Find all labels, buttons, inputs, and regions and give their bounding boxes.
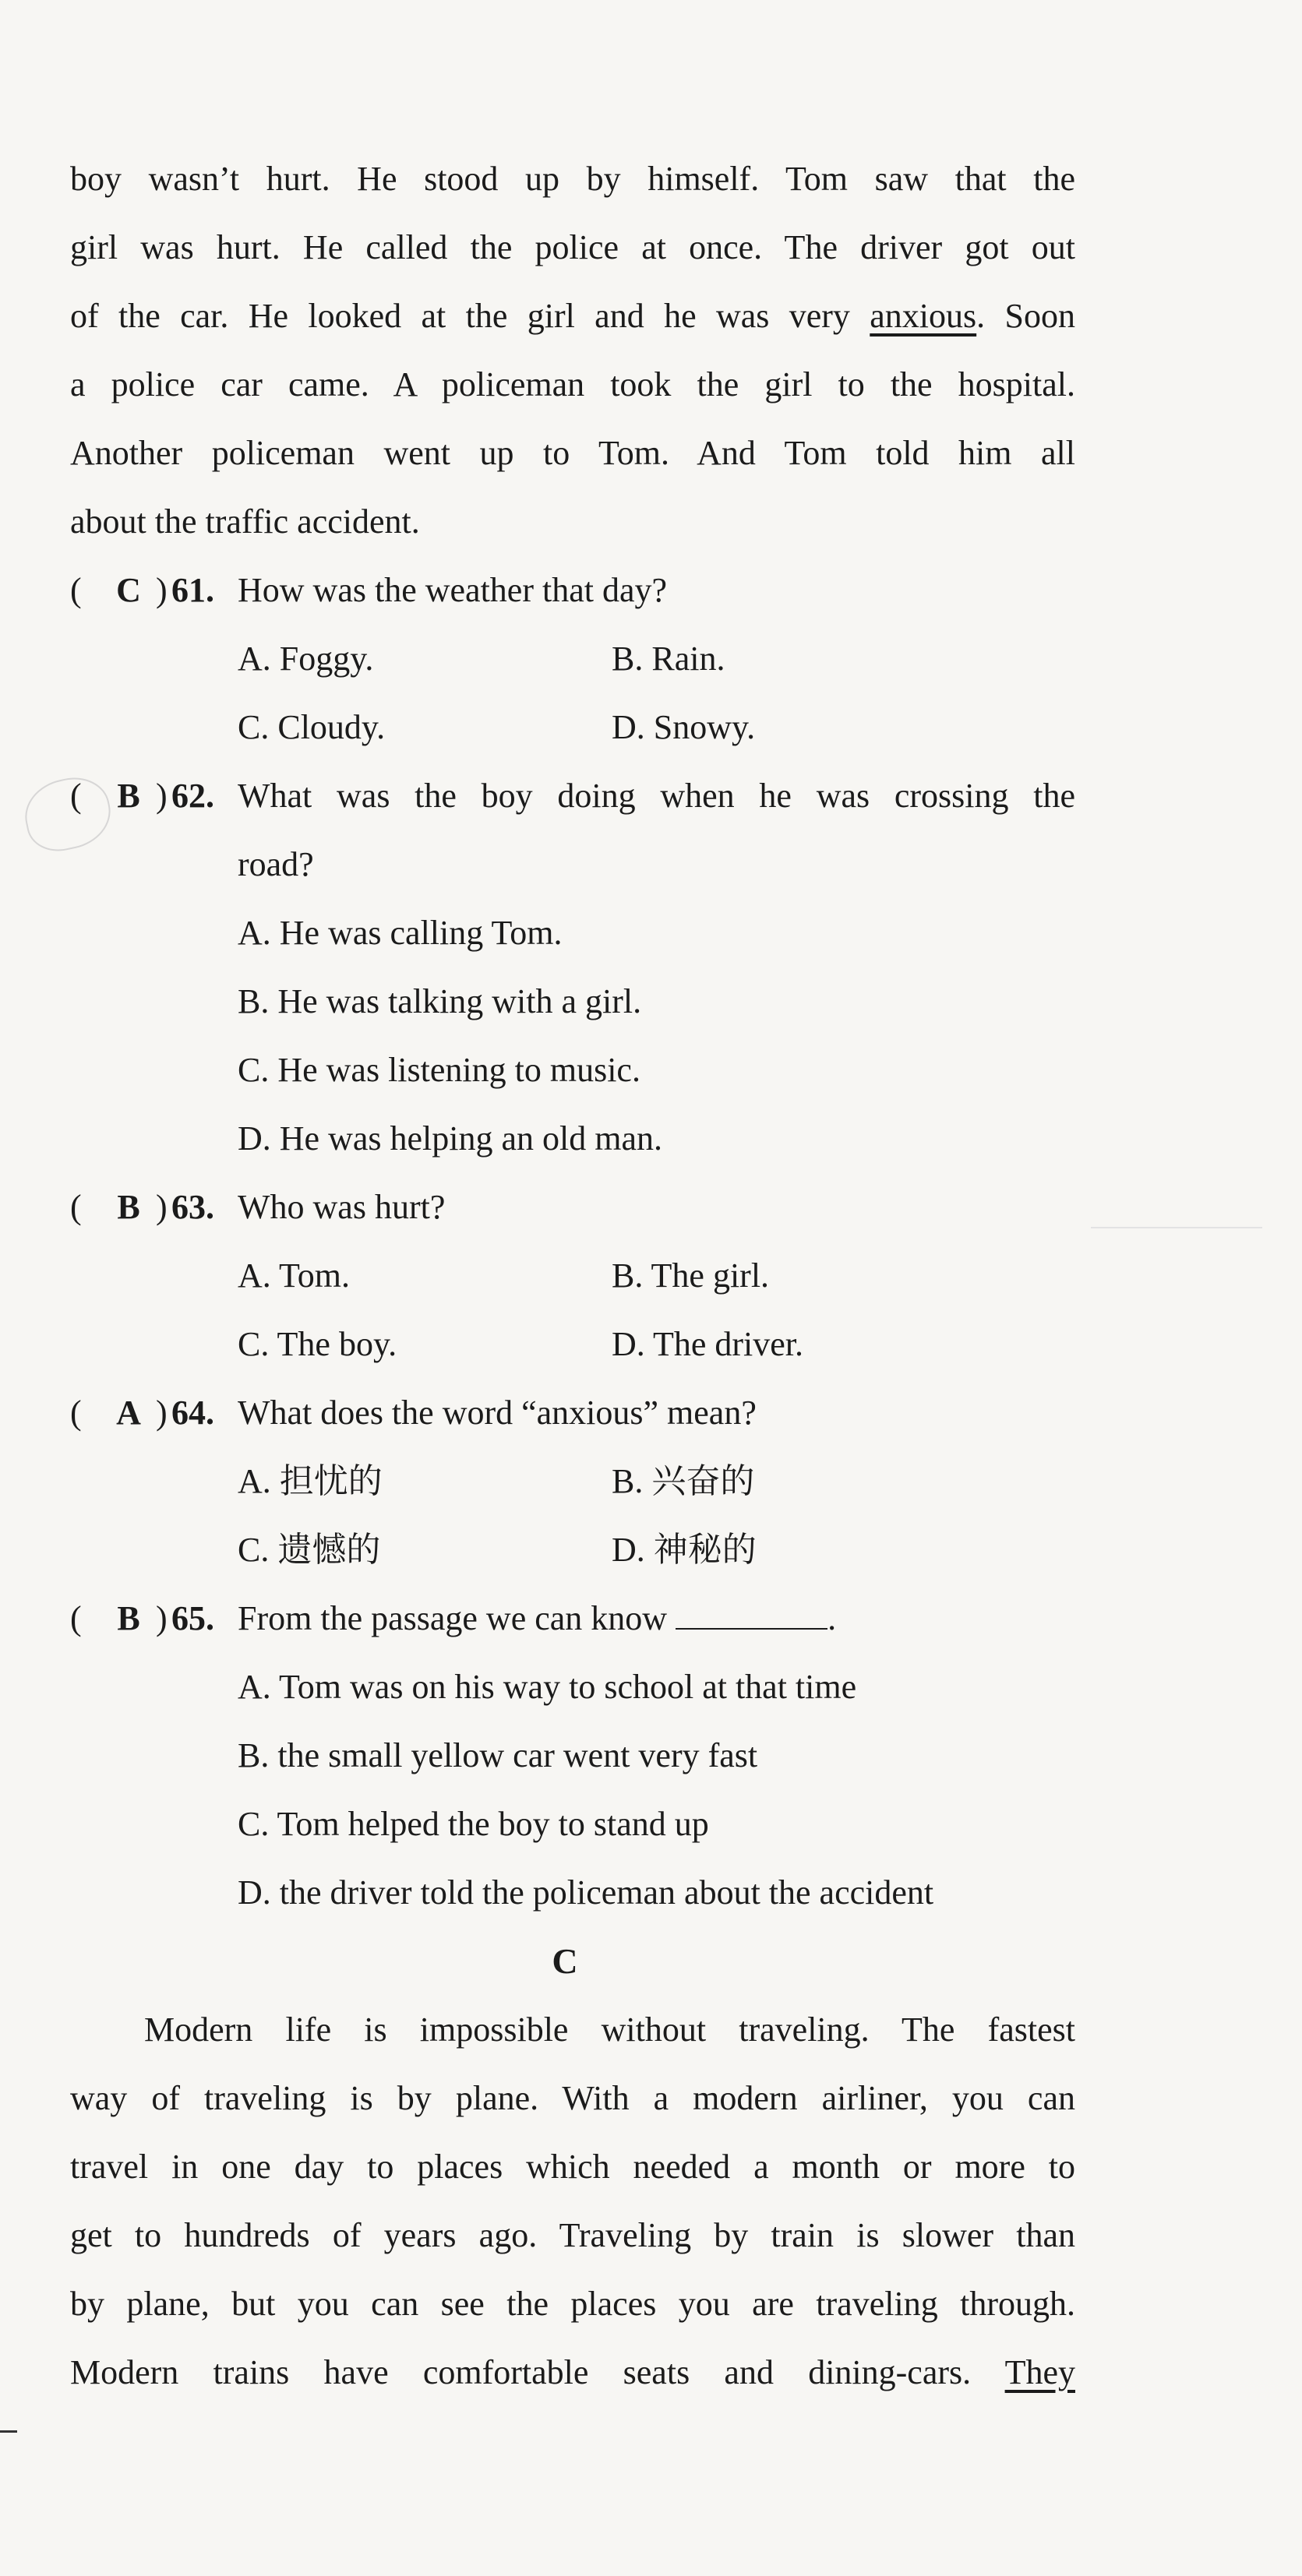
close-paren: ) xyxy=(156,1188,168,1226)
question-number: 62. xyxy=(171,777,214,815)
option-b: B. Rain. xyxy=(612,640,725,678)
option-a: A. Tom was on his way to school at that time xyxy=(238,1668,857,1706)
open-paren: ( xyxy=(70,1394,82,1432)
passage-text: Modern trains have comfortable seats and dining-cars. xyxy=(70,2353,1005,2391)
option-c: C. The boy. xyxy=(238,1325,397,1363)
option-b: B. the small yellow car went very fast xyxy=(238,1736,758,1774)
question-text: Who was hurt? xyxy=(238,1188,446,1226)
passage-line: boy wasn’t hurt. He stood up by himself. Tom saw that the xyxy=(70,160,1075,198)
option-b: B. He was talking with a girl. xyxy=(238,982,642,1020)
option-c: C. Tom helped the boy to stand up xyxy=(238,1805,709,1843)
question-text: What does the word “anxious” mean? xyxy=(238,1394,757,1432)
faint-divider xyxy=(1091,1227,1262,1228)
question-number: 61. xyxy=(171,571,214,609)
close-paren: ) xyxy=(156,1599,168,1637)
option-c: C. 遗憾的 xyxy=(238,1531,381,1569)
passage-line: by plane, but you can see the places you are traveling through. xyxy=(70,2285,1075,2323)
answer-mark: B xyxy=(117,1188,140,1226)
answer-mark: C xyxy=(116,571,141,609)
section-title: C xyxy=(552,1941,578,1981)
passage-line: girl was hurt. He called the police at once. The driver got out xyxy=(70,228,1075,266)
option-b: B. The girl. xyxy=(612,1256,770,1295)
passage-line: get to hundreds of years ago. Traveling by train is slower than xyxy=(70,2216,1075,2254)
answer-mark: B xyxy=(117,1599,140,1637)
option-a: A. Tom. xyxy=(238,1256,351,1295)
option-b: B. 兴奋的 xyxy=(612,1462,755,1500)
passage-line: Another policeman went up to Tom. And Tom told him all xyxy=(70,434,1075,472)
underlined-word: anxious xyxy=(870,297,977,335)
question-number: 64. xyxy=(171,1394,214,1432)
close-paren: ) xyxy=(156,1394,168,1432)
option-a: A. Foggy. xyxy=(238,640,374,678)
passage-text: . Soon xyxy=(976,297,1075,335)
option-d: D. He was helping an old man. xyxy=(238,1119,662,1158)
passage-line xyxy=(70,2338,1075,2407)
passage-line: travel in one day to places which needed a month or more to xyxy=(70,2148,1075,2186)
question-text xyxy=(238,1584,836,1653)
question-text-main: From the passage we can know xyxy=(238,1599,668,1637)
question-63-stem xyxy=(70,1173,214,1242)
question-61-stem xyxy=(70,556,214,625)
option-d: D. Snowy. xyxy=(612,708,756,746)
option-d: D. 神秘的 xyxy=(612,1531,757,1569)
underlined-word: They xyxy=(1004,2353,1075,2391)
open-paren: ( xyxy=(70,777,82,815)
answer-mark: B xyxy=(117,777,140,815)
option-a: A. 担忧的 xyxy=(238,1462,383,1500)
question-64-stem xyxy=(70,1379,214,1447)
open-paren: ( xyxy=(70,1188,82,1226)
question-text-continued: road? xyxy=(238,845,314,883)
passage-line: about the traffic accident. xyxy=(70,502,420,541)
answer-mark: A xyxy=(116,1394,141,1432)
question-text: How was the weather that day? xyxy=(238,571,668,609)
open-paren: ( xyxy=(70,1599,82,1637)
option-d: D. The driver. xyxy=(612,1325,804,1363)
question-number: 65. xyxy=(171,1599,214,1637)
option-c: C. Cloudy. xyxy=(238,708,386,746)
option-d: D. the driver told the policeman about the accident xyxy=(238,1873,934,1912)
close-paren: ) xyxy=(156,777,168,815)
close-paren: ) xyxy=(156,571,168,609)
passage-line: Modern life is impossible without traveling. The fastest xyxy=(144,2010,1075,2049)
passage-line: a police car came. A policeman took the girl to the hospital. xyxy=(70,365,1075,403)
question-text-end: . xyxy=(827,1599,837,1637)
passage-line: way of traveling is by plane. With a modern airliner, you can xyxy=(70,2079,1075,2117)
option-c: C. He was listening to music. xyxy=(238,1051,640,1089)
answer-blank xyxy=(676,1605,827,1630)
passage-line xyxy=(70,282,1075,351)
margin-mark xyxy=(0,2430,17,2433)
passage-text: of the car. He looked at the girl and he was very xyxy=(70,297,870,335)
question-65-stem xyxy=(70,1584,214,1653)
question-number: 63. xyxy=(171,1188,214,1226)
question-text: What was the boy doing when he was crossing the xyxy=(238,777,1075,815)
open-paren: ( xyxy=(70,571,82,609)
option-a: A. He was calling Tom. xyxy=(238,914,563,952)
